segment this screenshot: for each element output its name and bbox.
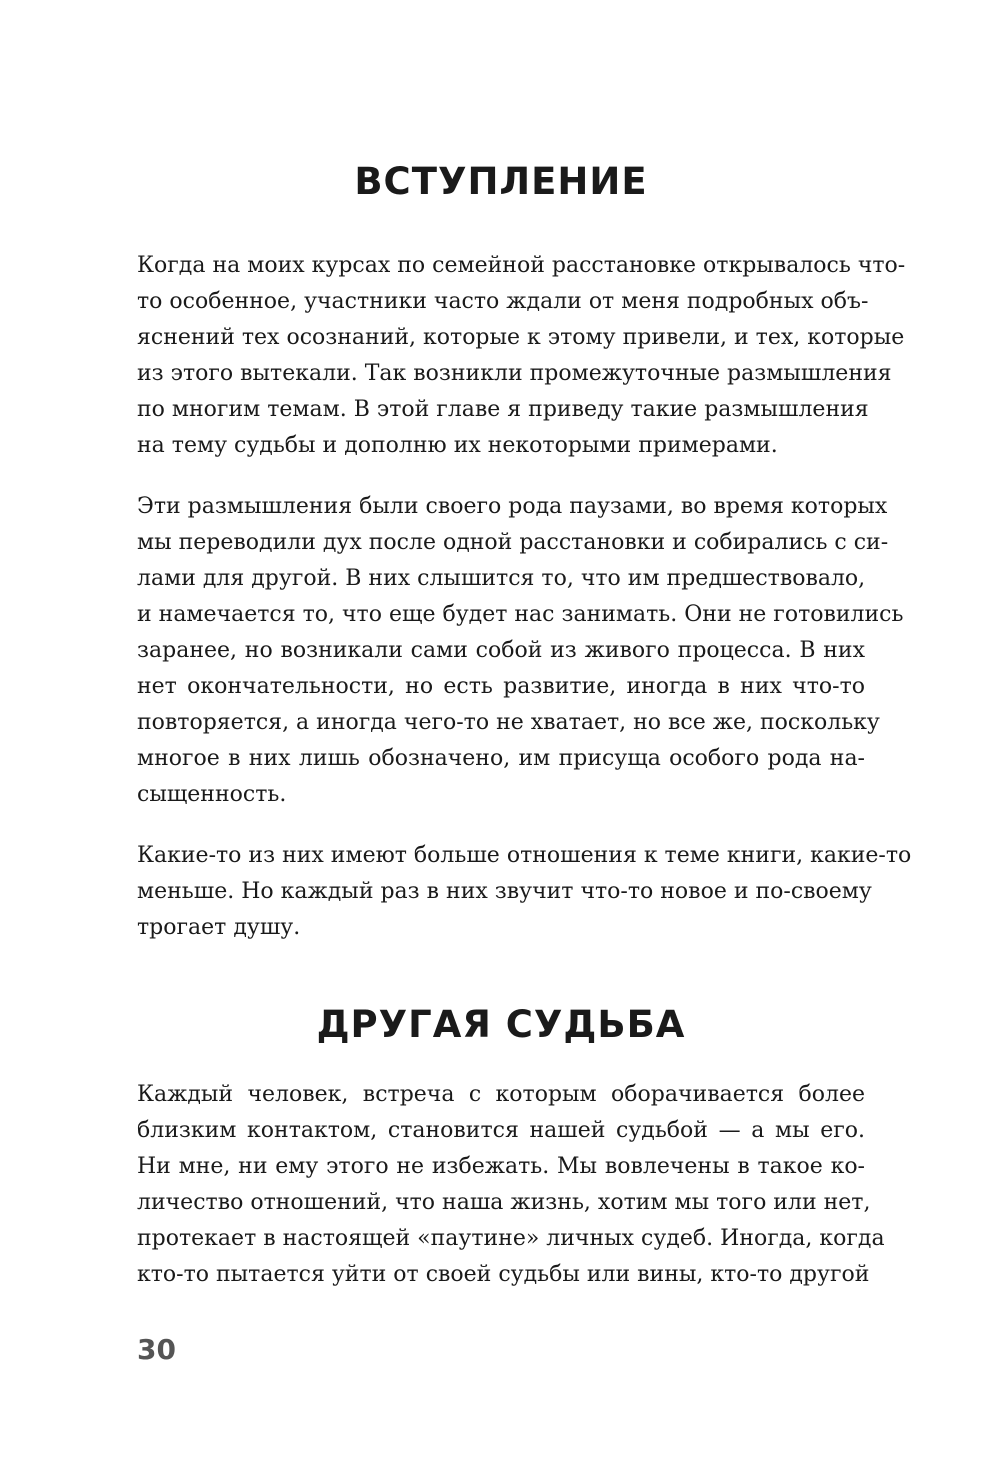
- text-line: трогает душу.: [137, 915, 301, 940]
- paragraph-another-fate-1: [137, 1077, 885, 1293]
- text-line: кто-то пытается уйти от своей судьбы или вины, кто-то другой: [137, 1262, 870, 1287]
- text-line: Когда на моих курсах по семейной расстановке открывалось что-: [137, 253, 906, 278]
- text-line: личество отношений, что наша жизнь, хотим мы того или нет,: [137, 1190, 871, 1215]
- text-line: по многим темам. В этой главе я приведу такие размышления: [137, 397, 869, 422]
- text-line: близким контактом, становится нашей судьбой — а мы его.: [137, 1118, 865, 1143]
- text-line: и намечается то, что еще будет нас занимать. Они не готовились: [137, 602, 904, 627]
- text-line: Ни мне, ни ему этого не избежать. Мы вовлечены в такое ко-: [137, 1154, 865, 1179]
- text-line: протекает в настоящей «паутине» личных судеб. Иногда, когда: [137, 1226, 885, 1251]
- text-line: мы переводили дух после одной расстановки и собирались с си-: [137, 530, 889, 555]
- text-line: заранее, но возникали сами собой из живого процесса. В них: [137, 638, 865, 663]
- text-line: сыщенность.: [137, 782, 287, 807]
- text-line: из этого вытекали. Так возникли промежуточные размышления: [137, 361, 892, 386]
- text-line: на тему судьбы и дополню их некоторыми примерами.: [137, 433, 778, 458]
- text-line: повторяется, а иногда чего-то не хватает, но все же, поскольку: [137, 710, 880, 735]
- text-line: лами для другой. В них слышится то, что им предшествовало,: [137, 566, 866, 591]
- paragraph-intro-1: [137, 248, 906, 464]
- section-heading-another-fate: ДРУГАЯ СУДЬБА: [316, 1003, 686, 1046]
- text-line: нет окончательности, но есть развитие, иногда в них что-то: [137, 674, 865, 699]
- text-line: Каждый человек, встреча с которым оборачивается более: [137, 1082, 865, 1107]
- paragraph-intro-2: [137, 489, 904, 813]
- text-line: многое в них лишь обозначено, им присуща особого рода на-: [137, 746, 865, 771]
- text-line: яснений тех осознаний, которые к этому привели, и тех, которые: [137, 325, 905, 350]
- text-line: меньше. Но каждый раз в них звучит что-то новое и по-своему: [137, 879, 872, 904]
- page-number: 30: [137, 1333, 176, 1366]
- section-heading-introduction: ВСТУПЛЕНИЕ: [354, 160, 648, 203]
- paragraph-intro-3: [137, 838, 912, 946]
- text-line: то особенное, участники часто ждали от меня подробных объ-: [137, 289, 869, 314]
- text-line: Какие-то из них имеют больше отношения к теме книги, какие-то: [137, 843, 912, 868]
- text-line: Эти размышления были своего рода паузами, во время которых: [137, 494, 888, 519]
